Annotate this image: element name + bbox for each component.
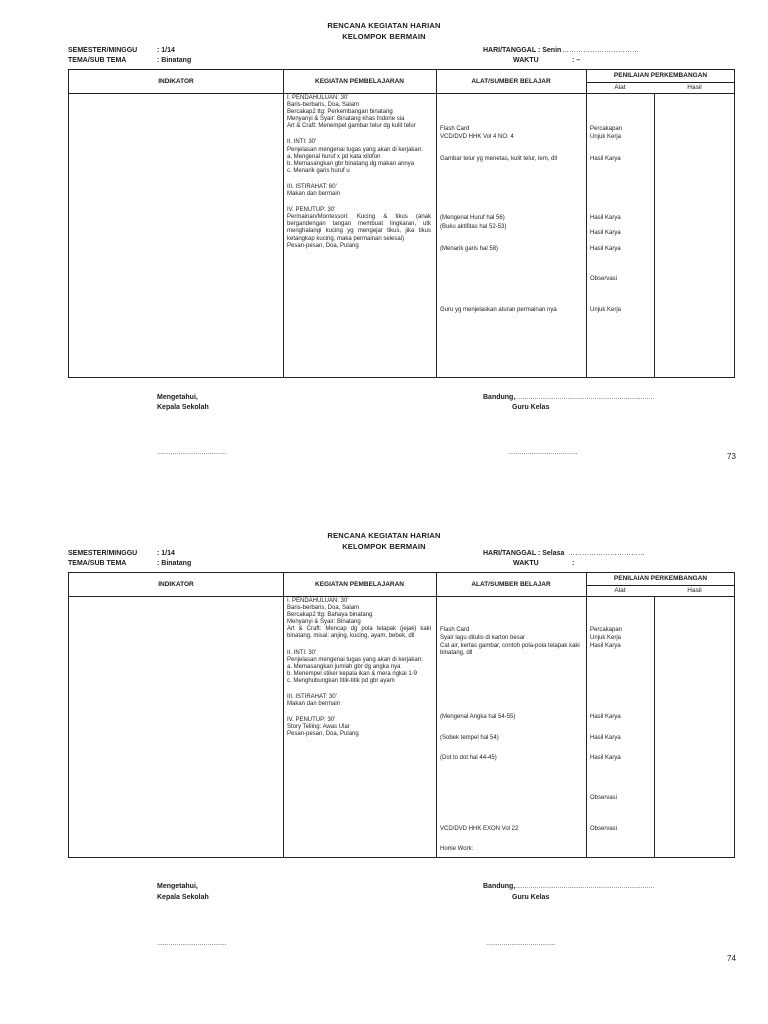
sumber-item: Cat air, kertas gambar, contoh pola-pola telapak kaki binatang, dll <box>440 643 580 657</box>
kegiatan-line: Bercakap2 ttg: Bahaya binatang <box>287 612 373 619</box>
sumber-item: Syair lagu ditulis di karton besar <box>440 635 526 641</box>
hari-dots: …………………………… <box>562 47 639 54</box>
sumber-item: (Sobek tempel hal 54) <box>440 735 499 741</box>
bandung-label: Bandung, <box>483 394 516 401</box>
penilaian-item: Hasil Karya <box>590 755 621 761</box>
header-alat-sumber: ALAT/SUMBER BELAJAR <box>471 581 551 588</box>
tema-value: : Binatang <box>157 57 192 64</box>
kegiatan-line: Baris-berbaris, Doa, Salam <box>287 605 360 612</box>
header-hasil: Hasil <box>687 84 702 91</box>
hari-label: HARI/TANGGAL : Senin <box>483 47 562 54</box>
hari-label: HARI/TANGGAL : Selasa <box>483 550 565 557</box>
waktu-label: WAKTU <box>513 560 539 567</box>
semester-value: : 1/14 <box>157 550 175 557</box>
penilaian-item: Observasi <box>590 826 618 832</box>
kegiatan-line: I. PENDAHULUAN: 30' <box>287 598 349 604</box>
kegiatan-line: III. ISTIRAHAT: 30' <box>287 694 337 701</box>
penilaian-item: Percakapan <box>590 126 623 132</box>
mengetahui-label: Mengetahui, <box>157 883 198 890</box>
guru-kelas-label: Guru Kelas <box>512 894 550 901</box>
sumber-item: (Menarik garis hal 58) <box>440 246 499 252</box>
header-hasil: Hasil <box>687 587 702 594</box>
doc-subtitle: KELOMPOK BERMAIN <box>342 32 426 41</box>
sumber-item: (Dot to dot hal 44-45) <box>440 755 497 761</box>
penilaian-item: Unjuk Kerja <box>590 307 622 313</box>
penilaian-item: Hasil Karya <box>590 246 621 252</box>
kepala-sekolah-label: Kepala Sekolah <box>157 404 209 411</box>
waktu-value: : – <box>572 57 581 64</box>
kegiatan-line: I. PENDAHULUAN: 30' <box>287 95 349 101</box>
kepala-sekolah-label: Kepala Sekolah <box>157 894 209 901</box>
signature-line-left: ……………………………… <box>157 941 227 947</box>
tema-value: : Binatang <box>157 560 192 567</box>
header-alat: Alat <box>614 587 626 594</box>
document-page-74 <box>0 510 768 1022</box>
semester-label: SEMESTER/MINGGU <box>68 47 138 54</box>
penilaian-item: Hasil Karya <box>590 215 621 221</box>
kegiatan-line: Penjelasan mengenai tugas yang akan di kerjakan: <box>287 146 423 153</box>
doc-title: RENCANA KEGIATAN HARIAN <box>327 531 441 540</box>
penilaian-item: Observasi <box>590 276 618 282</box>
sumber-item: VCD/DVD HHK EXON Vol 22 <box>440 826 519 832</box>
mengetahui-label: Mengetahui, <box>157 394 198 401</box>
kegiatan-line: Makan dan bermain <box>287 701 341 708</box>
kegiatan-line: b. Memasangkan gbr binatang dg makan annya <box>287 160 415 167</box>
sumber-item: VCD/DVD HHK Vol 4 NO. 4 <box>440 134 514 140</box>
penilaian-item: Unjuk Kerja <box>590 635 622 641</box>
kegiatan-line: Makan dan bermain <box>287 191 341 198</box>
header-indikator: INDIKATOR <box>158 78 194 85</box>
signature-line-right: ……………………………… <box>508 450 578 456</box>
kegiatan-line: Art & Craft: Menempel gambar telur dg kulit telur <box>287 123 416 130</box>
sumber-item: Guru yg menjelaskan aturan permainan nya <box>440 307 557 313</box>
bandung-label: Bandung, <box>483 883 516 890</box>
penilaian-item: Hasil Karya <box>590 735 621 741</box>
kegiatan-line: c. Menghubungkan titik-titik pd gbr ayam <box>287 677 395 684</box>
sumber-item: (Mengenal Angka hal 54-55) <box>440 714 516 720</box>
doc-subtitle: KELOMPOK BERMAIN <box>342 542 426 551</box>
header-penilaian: PENILAIAN PERKEMBANGAN <box>613 575 708 582</box>
kegiatan-line: Pesan-pesan, Doa, Pulang <box>287 242 359 249</box>
kegiatan-line: b. Menempel stiker kepala ikan & mera ngkai 1-9 <box>287 670 418 677</box>
kegiatan-line: c. Menarik garis huruf u <box>287 167 350 174</box>
kegiatan-line: IV. PENUTUP: 30' <box>287 717 336 724</box>
tema-label: TEMA/SUB TEMA <box>68 560 127 567</box>
header-indikator: INDIKATOR <box>158 581 194 588</box>
sumber-item: Flash Card <box>440 126 470 132</box>
sumber-item: (Mengenal Huruf hal 56) <box>440 215 505 221</box>
kegiatan-line: Pesan-pesan, Doa, Pulang <box>287 731 359 738</box>
kegiatan-line: Bercakap2 ttg: Perkembangan binatang <box>287 109 393 116</box>
kegiatan-line: a. Memasangkan jumlah gbr dg angka nya <box>287 663 401 670</box>
kegiatan-line: Story Telling: Awas Ular <box>287 724 350 731</box>
kegiatan-line: Penjelasan mengenai tugas yang akan di kerjakan: <box>287 656 423 663</box>
kegiatan-line: Baris-berbaris, Doa, Salam <box>287 102 360 109</box>
header-penilaian: PENILAIAN PERKEMBANGAN <box>613 72 708 79</box>
header-kegiatan: KEGIATAN PEMBELAJARAN <box>315 78 404 85</box>
header-alat-sumber: ALAT/SUMBER BELAJAR <box>471 78 551 85</box>
bandung-date-dots: ……………………………………………………………… <box>515 884 655 890</box>
semester-value: : 1/14 <box>157 47 175 54</box>
page-number: 73 <box>727 452 736 461</box>
sumber-item: Home Work: <box>440 846 474 852</box>
hari-dots: …………………………… <box>568 550 645 557</box>
penilaian-item: Observasi <box>590 795 618 801</box>
waktu-label: WAKTU <box>513 57 539 64</box>
signature-line-right: ……………………………… <box>486 941 556 947</box>
kegiatan-line: III. ISTIRAHAT: 60' <box>287 183 337 190</box>
kegiatan-line: Menyanyi & Syair: Binatang khas Indone sia <box>287 116 405 123</box>
kegiatan-line: II. INTI: 30' <box>287 649 317 656</box>
sumber-item: Flash Card <box>440 627 470 633</box>
penilaian-item: Hasil Karya <box>590 156 621 162</box>
signature-line-left: ……………………………… <box>157 450 227 456</box>
kegiatan-cell <box>287 95 431 250</box>
plan-table <box>68 572 735 858</box>
doc-title: RENCANA KEGIATAN HARIAN <box>327 21 441 30</box>
tema-label: TEMA/SUB TEMA <box>68 57 127 64</box>
sumber-item: Gambar telur yg menetas, kulit telur, lem, dll <box>440 156 558 162</box>
plan-table <box>68 69 735 378</box>
kegiatan-line: II. INTI: 30' <box>287 139 317 146</box>
penilaian-item: Hasil Karya <box>590 643 621 649</box>
penilaian-item: Unjuk Kerja <box>590 134 622 140</box>
penilaian-item: Hasil Karya <box>590 714 621 720</box>
penilaian-item: Hasil Karya <box>590 230 621 236</box>
kegiatan-line: Permainan/Montessori: Kucing & tikus (anak bergandengan tangan membuat lingkaran, utk menghalangi kucing yg mengejar tikus, jika tikus ketangkap kucing, maka permainan selesai) <box>287 214 431 242</box>
kegiatan-line: Menyanyi & Syair: Binatang <box>287 619 361 626</box>
bandung-date-dots: ……………………………………………………………… <box>515 395 655 401</box>
penilaian-item: Percakapan <box>590 627 623 633</box>
guru-kelas-label: Guru Kelas <box>512 404 550 411</box>
header-kegiatan: KEGIATAN PEMBELAJARAN <box>315 581 404 588</box>
kegiatan-line: a. Mengenal huruf x pd kata xilofon <box>287 153 381 160</box>
sumber-item: (Buku aktifitas hal 52-53) <box>440 224 507 230</box>
kegiatan-line: IV. PENUTUP: 30' <box>287 207 336 214</box>
page-number: 74 <box>727 954 736 963</box>
kegiatan-cell <box>287 598 431 739</box>
kegiatan-line: Art & Craft: Mencap dg pola telapak (jejak) kaki binatang, misal: anjing, kucing, ayam, bebek, dll <box>287 626 431 640</box>
semester-label: SEMESTER/MINGGU <box>68 550 138 557</box>
header-alat: Alat <box>614 84 626 91</box>
waktu-value: : <box>572 560 575 567</box>
